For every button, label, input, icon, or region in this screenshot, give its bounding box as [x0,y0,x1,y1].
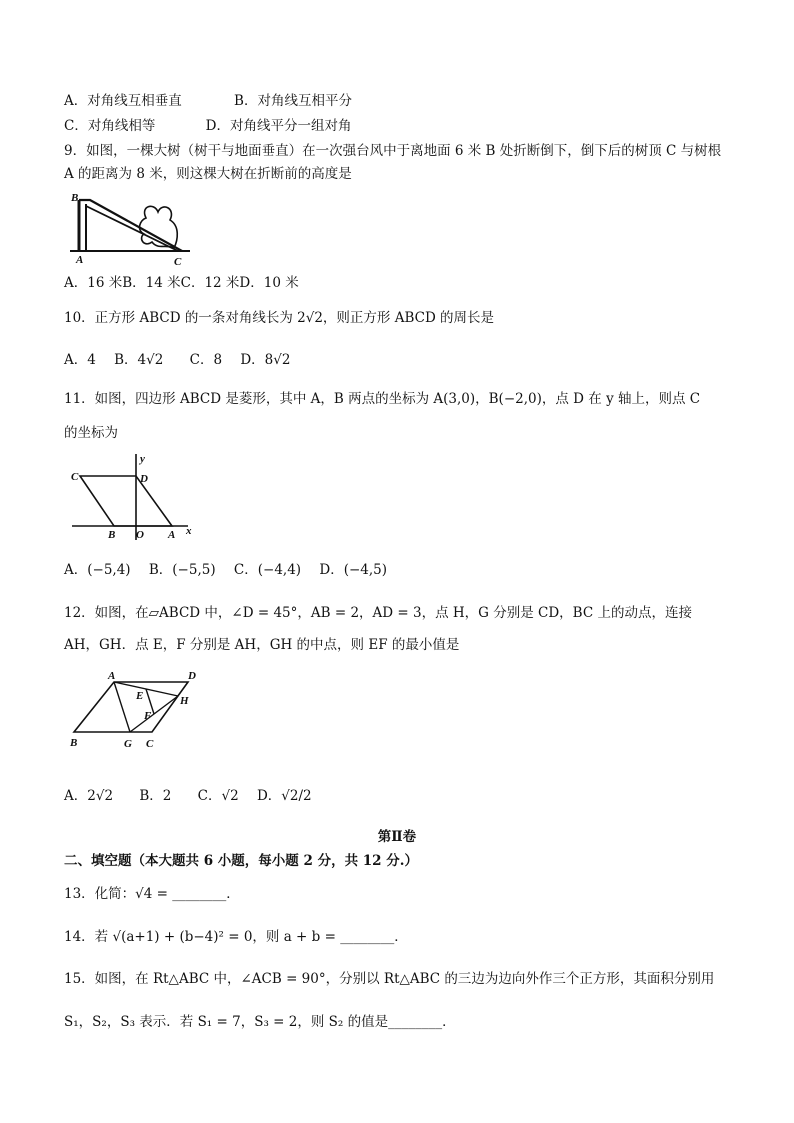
q12-parallelogram [74,682,188,732]
q11-text-line-1: 11．如图，四边形 ABCD 是菱形，其中 A，B 两点的坐标为 A(3,0)，B(−2,0)，点 D 在 y 轴上，则点 C [64,391,701,407]
q12-label-d: D [188,670,196,682]
q12-label-a: A [108,670,116,682]
q11-option-d: D．(−4,5) [319,562,388,578]
q11-label-b: B [108,529,116,541]
q12-label-h: H [180,695,189,707]
q10-option-a: A．4 [64,352,96,368]
fill-blank-heading: 二、填空题（本大题共 6 小题，每小题 2 分，共 12 分.） [64,853,418,869]
q9-text-line-1: 9．如图，一棵大树（树干与地面垂直）在一次强台风中于离地面 6 米 B 处折断倒下，倒下后的树顶 C 与树根 [64,143,722,159]
q12-segment-ag [114,682,130,732]
q8-option-b: B．对角线互相平分 [234,93,352,109]
q10-option-d: D．8√2 [240,352,291,368]
q13-text: 13．化简：√4 = ________． [64,886,240,902]
q12-parallelogram-figure [64,664,214,754]
q12-label-b: B [70,737,78,749]
q12-option-c: C．√2 [197,788,239,804]
q12-option-b: B．2 [139,788,172,804]
q12-label-g: G [124,738,132,750]
q9-tree-figure [66,190,196,270]
q12-text-line-1: 12．如图，在▱ABCD 中，∠D = 45°，AB = 2，AD = 3，点 H，G 分别是 CD，BC 上的动点，连接 [64,605,692,621]
q12-label-f: F [144,710,152,722]
q8-options-row-2 [64,116,365,136]
q11-text-line-2: 的坐标为 [64,425,118,441]
q12-label-e: E [136,690,144,702]
q11-label-o: O [136,529,144,541]
q10-text: 10．正方形 ABCD 的一条对角线长为 2√2，则正方形 ABCD 的周长是 [64,310,495,326]
q8-option-d: D．对角线平分一组对角 [205,118,352,134]
q14-text: 14．若 √(a+1) + (b−4)² = 0，则 a + b = ________． [64,929,408,945]
q11-label-c: C [71,471,79,483]
q9-text-line-2: A 的距离为 8 米，则这棵大树在折断前的高度是 [64,166,352,182]
q12-option-a: A．2√2 [64,788,114,804]
q8-option-a: A．对角线互相垂直 [64,93,182,109]
q11-rhombus-figure [64,452,196,544]
q15-text-line-2: S₁，S₂，S₃ 表示．若 S₁ = 7，S₃ = 2，则 S₂ 的值是________． [64,1014,456,1030]
q9-label-c: C [174,256,182,268]
q11-option-a: A．(−5,4) [64,562,131,578]
part-2-title: 第Ⅱ卷 [377,829,417,845]
q9-broken-top-inner [86,206,178,251]
q9-label-b: B [71,192,79,204]
q10-option-b: B．4√2 [114,352,164,368]
q11-rhombus [80,476,172,526]
q12-options [64,786,326,806]
q12-text-line-2: AH，GH．点 E，F 分别是 AH，GH 的中点，则 EF 的最小值是 [64,637,460,653]
q11-label-y: y [140,453,145,465]
q11-option-b: B．(−5,5) [148,562,216,578]
q15-text-line-1: 15．如图，在 Rt△ABC 中，∠ACB = 90°，分别以 Rt△ABC 的三边为边向外作三个正方形，其面积分别用 [64,971,715,987]
q12-option-d: D．√2/2 [256,788,312,804]
q8-options-row-1 [64,91,366,111]
q8-option-c: C．对角线相等 [64,118,156,134]
q11-label-x: x [186,525,192,537]
q11-label-a: A [168,529,176,541]
q11-options [64,560,401,580]
q11-option-c: C．(−4,4) [233,562,302,578]
q10-options [64,350,304,370]
q9-label-a: A [76,254,84,266]
q12-label-c: C [146,738,154,750]
q10-option-c: C．8 [189,352,223,368]
q9-options: A．16 米B．14 米C．12 米D．10 米 [64,275,299,291]
q11-label-d: D [140,473,148,485]
